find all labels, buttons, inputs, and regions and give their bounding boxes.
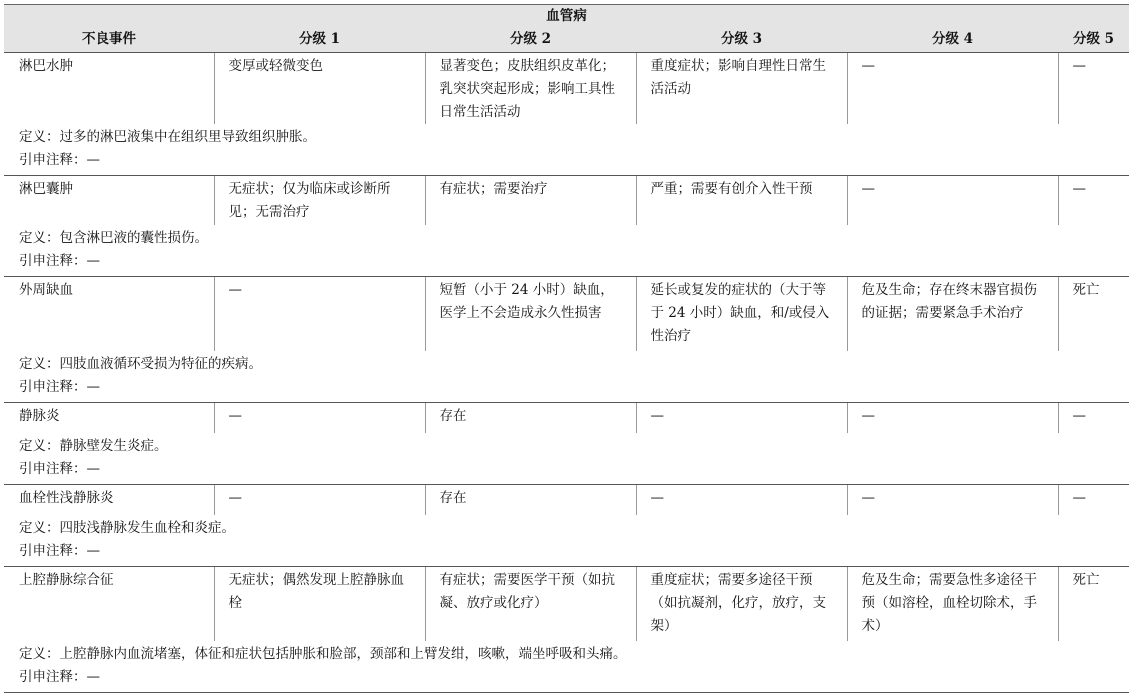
header-grade-2: 分级 2	[425, 28, 636, 53]
grade-1-cell: 变厚或轻微变色	[214, 53, 425, 125]
header-grade-4: 分级 4	[847, 28, 1058, 53]
grade-3-cell: —	[636, 403, 847, 434]
table-row	[4, 176, 1129, 226]
reference-note-text: 引申注释：—	[4, 458, 1129, 485]
grade-3-cell: —	[636, 485, 847, 516]
grade-3-cell: 延长或复发的症状的（大于等于 24 小时）缺血，和/或侵入性治疗	[636, 277, 847, 352]
grade-1-cell: —	[214, 277, 425, 352]
header-grade-5: 分级 5	[1058, 28, 1129, 53]
definition-row	[4, 433, 1129, 458]
grade-4-cell: —	[847, 403, 1058, 434]
grade-1-cell: 无症状；偶然发现上腔静脉血栓	[214, 567, 425, 642]
definition-row	[4, 641, 1129, 666]
grade-5-cell: —	[1058, 403, 1129, 434]
vascular-adverse-events-table	[4, 4, 1129, 693]
definition-text: 定义：四肢血液循环受损为特征的疾病。	[19, 356, 262, 372]
reference-note-row	[4, 376, 1129, 403]
event-name: 上腔静脉综合征	[19, 572, 114, 588]
grade-4-cell: —	[847, 176, 1058, 226]
grade-5-cell: 死亡	[1058, 567, 1129, 642]
reference-note-text: 引申注释：—	[4, 376, 1129, 403]
grade-5-cell: 死亡	[1058, 277, 1129, 352]
definition-row	[4, 225, 1129, 250]
reference-note-row	[4, 666, 1129, 693]
grade-1-cell: 无症状；仅为临床或诊断所见；无需治疗	[214, 176, 425, 226]
grade-5-cell: —	[1058, 53, 1129, 125]
event-name: 淋巴囊肿	[19, 181, 73, 197]
event-name: 静脉炎	[19, 408, 60, 424]
reference-note-row	[4, 250, 1129, 277]
definition-row	[4, 124, 1129, 149]
grade-2-cell: 短暂（小于 24 小时）缺血，医学上不会造成永久性损害	[425, 277, 636, 352]
table-row	[4, 485, 1129, 516]
grade-1-cell: —	[214, 403, 425, 434]
grade-4-cell: 危及生命；存在终末器官损伤的证据；需要紧急手术治疗	[847, 277, 1058, 352]
grade-5-cell: —	[1058, 485, 1129, 516]
header-grade-3: 分级 3	[636, 28, 847, 53]
grade-4-cell: 危及生命；需要急性多途径干预（如溶栓，血栓切除术，手术）	[847, 567, 1058, 642]
grade-2-cell: 存在	[425, 485, 636, 516]
reference-note-text: 引申注释：—	[4, 149, 1129, 176]
event-name: 血栓性浅静脉炎	[19, 490, 114, 506]
grade-4-cell: —	[847, 485, 1058, 516]
table-row	[4, 53, 1129, 125]
definition-row	[4, 351, 1129, 376]
reference-note-row	[4, 540, 1129, 567]
table-row	[4, 277, 1129, 352]
grade-3-cell: 严重；需要有创介入性干预	[636, 176, 847, 226]
table-row	[4, 403, 1129, 434]
definition-text: 定义：四肢浅静脉发生血栓和炎症。	[19, 520, 235, 536]
definition-text: 定义：过多的淋巴液集中在组织里导致组织肿胀。	[19, 129, 316, 145]
definition-text: 定义：包含淋巴液的囊性损伤。	[19, 230, 208, 246]
table-title: 血管病	[4, 5, 1129, 29]
grade-3-cell: 重度症状；影响自理性日常生活活动	[636, 53, 847, 125]
grade-4-cell: —	[847, 53, 1058, 125]
definition-text: 定义：静脉壁发生炎症。	[19, 438, 168, 454]
grade-2-cell: 显著变色；皮肤组织皮革化；乳突状突起形成；影响工具性日常生活活动	[425, 53, 636, 125]
grade-2-cell: 有症状；需要治疗	[425, 176, 636, 226]
reference-note-text: 引申注释：—	[4, 666, 1129, 693]
table-body	[4, 53, 1129, 693]
grade-3-cell: 重度症状；需要多途径干预（如抗凝剂，化疗，放疗，支架）	[636, 567, 847, 642]
grade-2-cell: 存在	[425, 403, 636, 434]
definition-text: 定义：上腔静脉内血流堵塞，体征和症状包括肿胀和脸部，颈部和上臂发绀，咳嗽，端坐呼吸和头痛。	[19, 646, 627, 662]
header-grade-1: 分级 1	[214, 28, 425, 53]
reference-note-row	[4, 149, 1129, 176]
event-name: 淋巴水肿	[19, 58, 73, 74]
grade-2-cell: 有症状；需要医学干预（如抗凝、放疗或化疗）	[425, 567, 636, 642]
event-name: 外周缺血	[19, 282, 73, 298]
grade-5-cell: —	[1058, 176, 1129, 226]
grade-1-cell: —	[214, 485, 425, 516]
reference-note-row	[4, 458, 1129, 485]
reference-note-text: 引申注释：—	[4, 540, 1129, 567]
ae-table-container	[4, 4, 1129, 693]
reference-note-text: 引申注释：—	[4, 250, 1129, 277]
definition-row	[4, 515, 1129, 540]
table-row	[4, 567, 1129, 642]
header-adverse-event: 不良事件	[4, 28, 214, 53]
